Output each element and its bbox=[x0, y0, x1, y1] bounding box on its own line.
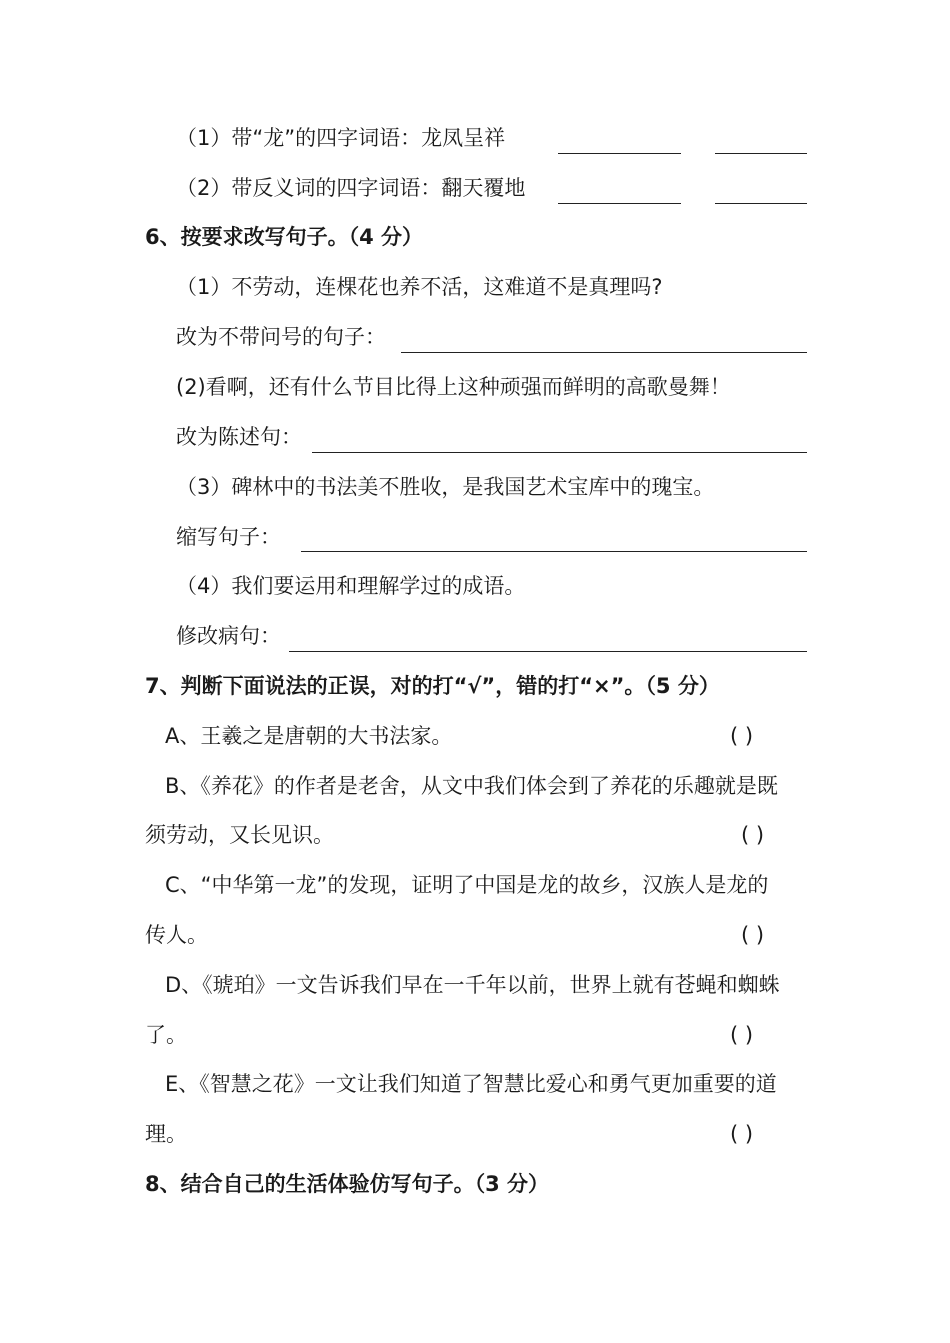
q7-answer-b[interactable]: ( ) bbox=[741, 823, 765, 847]
q6-title: 6、按要求改写句子。（4 分） bbox=[145, 225, 424, 249]
q7-statement-e-line-1: E、《智慧之花》一文让我们知道了智慧比爱心和勇气更加重要的道 bbox=[165, 1072, 777, 1096]
q6-sentence-2-prompt: 改为陈述句： bbox=[176, 425, 302, 449]
q7-answer-e[interactable]: ( ) bbox=[730, 1122, 754, 1146]
q6-sentence-3: （3）碑林中的书法美不胜收，是我国艺术宝库中的瑰宝。 bbox=[176, 475, 715, 499]
q6-sentence-4-prompt: 修改病句： bbox=[176, 624, 281, 648]
q6-answer-2[interactable] bbox=[312, 452, 807, 453]
q5-item-2-blank-1[interactable] bbox=[558, 203, 681, 204]
q6-answer-4[interactable] bbox=[289, 651, 807, 652]
q7-statement-a: A、王羲之是唐朝的大书法家。 bbox=[165, 724, 453, 748]
q7-statement-c-line-2: 传人。 bbox=[145, 923, 208, 947]
q7-answer-d[interactable]: ( ) bbox=[730, 1023, 754, 1047]
q7-answer-c[interactable]: ( ) bbox=[741, 923, 765, 947]
q8-title: 8、结合自己的生活体验仿写句子。（3 分） bbox=[145, 1172, 550, 1196]
q7-statement-e-line-2: 理。 bbox=[145, 1122, 187, 1146]
q5-item-1-blank-1[interactable] bbox=[558, 153, 681, 154]
q7-statement-c-line-1: C、“中华第一龙”的发现，证明了中国是龙的故乡，汉族人是龙的 bbox=[165, 873, 769, 897]
q5-item-2: （2）带反义词的四字词语：翻天覆地 bbox=[176, 176, 526, 200]
q6-sentence-1: （1）不劳动，连棵花也养不活，这难道不是真理吗? bbox=[176, 275, 663, 299]
q7-answer-a[interactable]: ( ) bbox=[730, 724, 754, 748]
q6-sentence-2: (2)看啊，还有什么节目比得上这种顽强而鲜明的高歌曼舞！ bbox=[176, 375, 731, 399]
q7-statement-d-line-2: 了。 bbox=[145, 1023, 187, 1047]
q5-item-1: （1）带“龙”的四字词语：龙凤呈祥 bbox=[176, 126, 506, 150]
q6-sentence-4: （4）我们要运用和理解学过的成语。 bbox=[176, 574, 526, 598]
q6-sentence-1-prompt: 改为不带问号的句子： bbox=[176, 325, 386, 349]
q7-statement-b-line-1: B、《养花》的作者是老舍，从文中我们体会到了养花的乐趣就是既 bbox=[165, 774, 778, 798]
q5-item-2-blank-2[interactable] bbox=[715, 203, 807, 204]
q5-item-1-blank-2[interactable] bbox=[715, 153, 807, 154]
q7-statement-b-line-2: 须劳动，又长见识。 bbox=[145, 823, 334, 847]
q7-statement-d-line-1: D、《琥珀》一文告诉我们早在一千年以前，世界上就有苍蝇和蜘蛛 bbox=[165, 973, 780, 997]
q6-sentence-3-prompt: 缩写句子： bbox=[176, 525, 281, 549]
q6-answer-3[interactable] bbox=[301, 551, 807, 552]
q7-title: 7、判断下面说法的正误，对的打“√”，错的打“×”。（5 分） bbox=[145, 674, 720, 698]
q6-answer-1[interactable] bbox=[401, 352, 807, 353]
